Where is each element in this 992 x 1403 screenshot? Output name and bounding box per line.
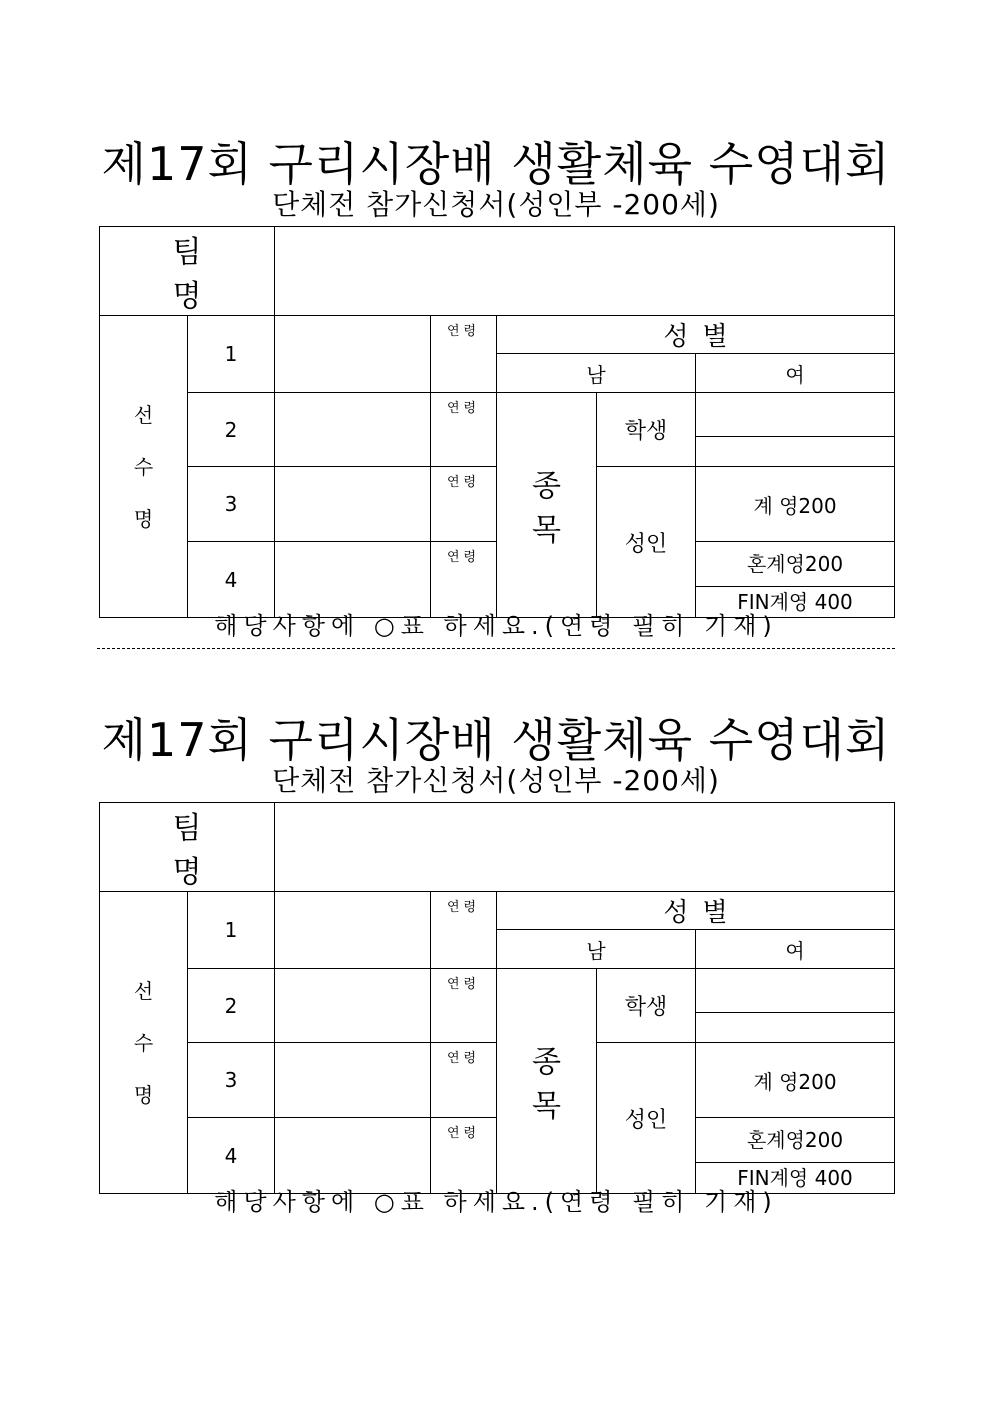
player-2-name-field[interactable] [275, 393, 431, 467]
form-title: 제17회 구리시장배 생활체육 수영대회 [101, 713, 891, 767]
event-option-medley-relay[interactable]: 혼계영200 [696, 542, 894, 587]
team-name-label: 팀 명 [100, 227, 275, 316]
player-3-name-field[interactable] [275, 1043, 431, 1118]
gender-female-option[interactable]: 여 [696, 354, 895, 393]
players-label: 선 수 명 [100, 892, 188, 1194]
team-name-field[interactable] [275, 227, 895, 316]
gender-female-option[interactable]: 여 [696, 930, 895, 969]
event-label: 종목 [497, 969, 597, 1194]
student-option-1[interactable] [696, 969, 895, 1013]
players-label: 선 수 명 [100, 316, 188, 618]
event-label: 종목 [497, 393, 597, 618]
player-4-age-field[interactable]: 연령 [431, 542, 497, 618]
player-number-3: 3 [188, 467, 275, 542]
team-name-label: 팀 명 [100, 803, 275, 892]
form-title: 제17회 구리시장배 생활체육 수영대회 [101, 137, 891, 191]
player-2-name-field[interactable] [275, 969, 431, 1043]
form-subtitle: 단체전 참가신청서(성인부 -200세) [272, 188, 720, 221]
player-1-age-field[interactable]: 연령 [431, 892, 497, 969]
student-label: 학생 [597, 393, 696, 467]
player-2-age-field[interactable]: 연령 [431, 969, 497, 1043]
player-number-2: 2 [188, 969, 275, 1043]
player-number-2: 2 [188, 393, 275, 467]
gender-male-option[interactable]: 남 [497, 354, 696, 393]
player-number-4: 4 [188, 542, 275, 618]
event-option-fin-relay[interactable]: FIN계영 400 [737, 1166, 853, 1190]
cut-line-divider [97, 648, 895, 649]
player-2-age-field[interactable]: 연령 [431, 393, 497, 467]
student-label: 학생 [597, 969, 696, 1043]
player-3-age-field[interactable]: 연령 [431, 1043, 497, 1118]
adult-label: 성인 [597, 467, 696, 618]
event-option-freestyle-relay[interactable]: 계 영200 [696, 1043, 895, 1118]
gender-label: 성별 [497, 316, 895, 354]
gender-male-option[interactable]: 남 [497, 930, 696, 969]
player-number-4: 4 [188, 1118, 275, 1194]
registration-table [99, 226, 895, 618]
student-option-1[interactable] [696, 393, 895, 437]
event-option-medley-relay[interactable]: 혼계영200 [696, 1118, 894, 1163]
player-3-name-field[interactable] [275, 467, 431, 542]
student-option-2[interactable] [696, 437, 895, 467]
event-option-freestyle-relay[interactable]: 계 영200 [696, 467, 895, 542]
form-note: 해당사항에 ○표 하세요.(연령 필히 기재) [214, 612, 778, 640]
form-note: 해당사항에 ○표 하세요.(연령 필히 기재) [214, 1188, 778, 1216]
event-option-fin-relay[interactable]: FIN계영 400 [737, 590, 853, 614]
student-option-2[interactable] [696, 1013, 895, 1043]
gender-label: 성별 [497, 892, 895, 930]
player-4-age-field[interactable]: 연령 [431, 1118, 497, 1194]
registration-table [99, 802, 895, 1194]
form-subtitle: 단체전 참가신청서(성인부 -200세) [272, 764, 720, 797]
player-3-age-field[interactable]: 연령 [431, 467, 497, 542]
player-number-1: 1 [188, 316, 275, 393]
player-1-name-field[interactable] [275, 892, 431, 969]
team-name-field[interactable] [275, 803, 895, 892]
player-1-name-field[interactable] [275, 316, 431, 393]
player-number-1: 1 [188, 892, 275, 969]
adult-label: 성인 [597, 1043, 696, 1194]
player-1-age-field[interactable]: 연령 [431, 316, 497, 393]
player-number-3: 3 [188, 1043, 275, 1118]
